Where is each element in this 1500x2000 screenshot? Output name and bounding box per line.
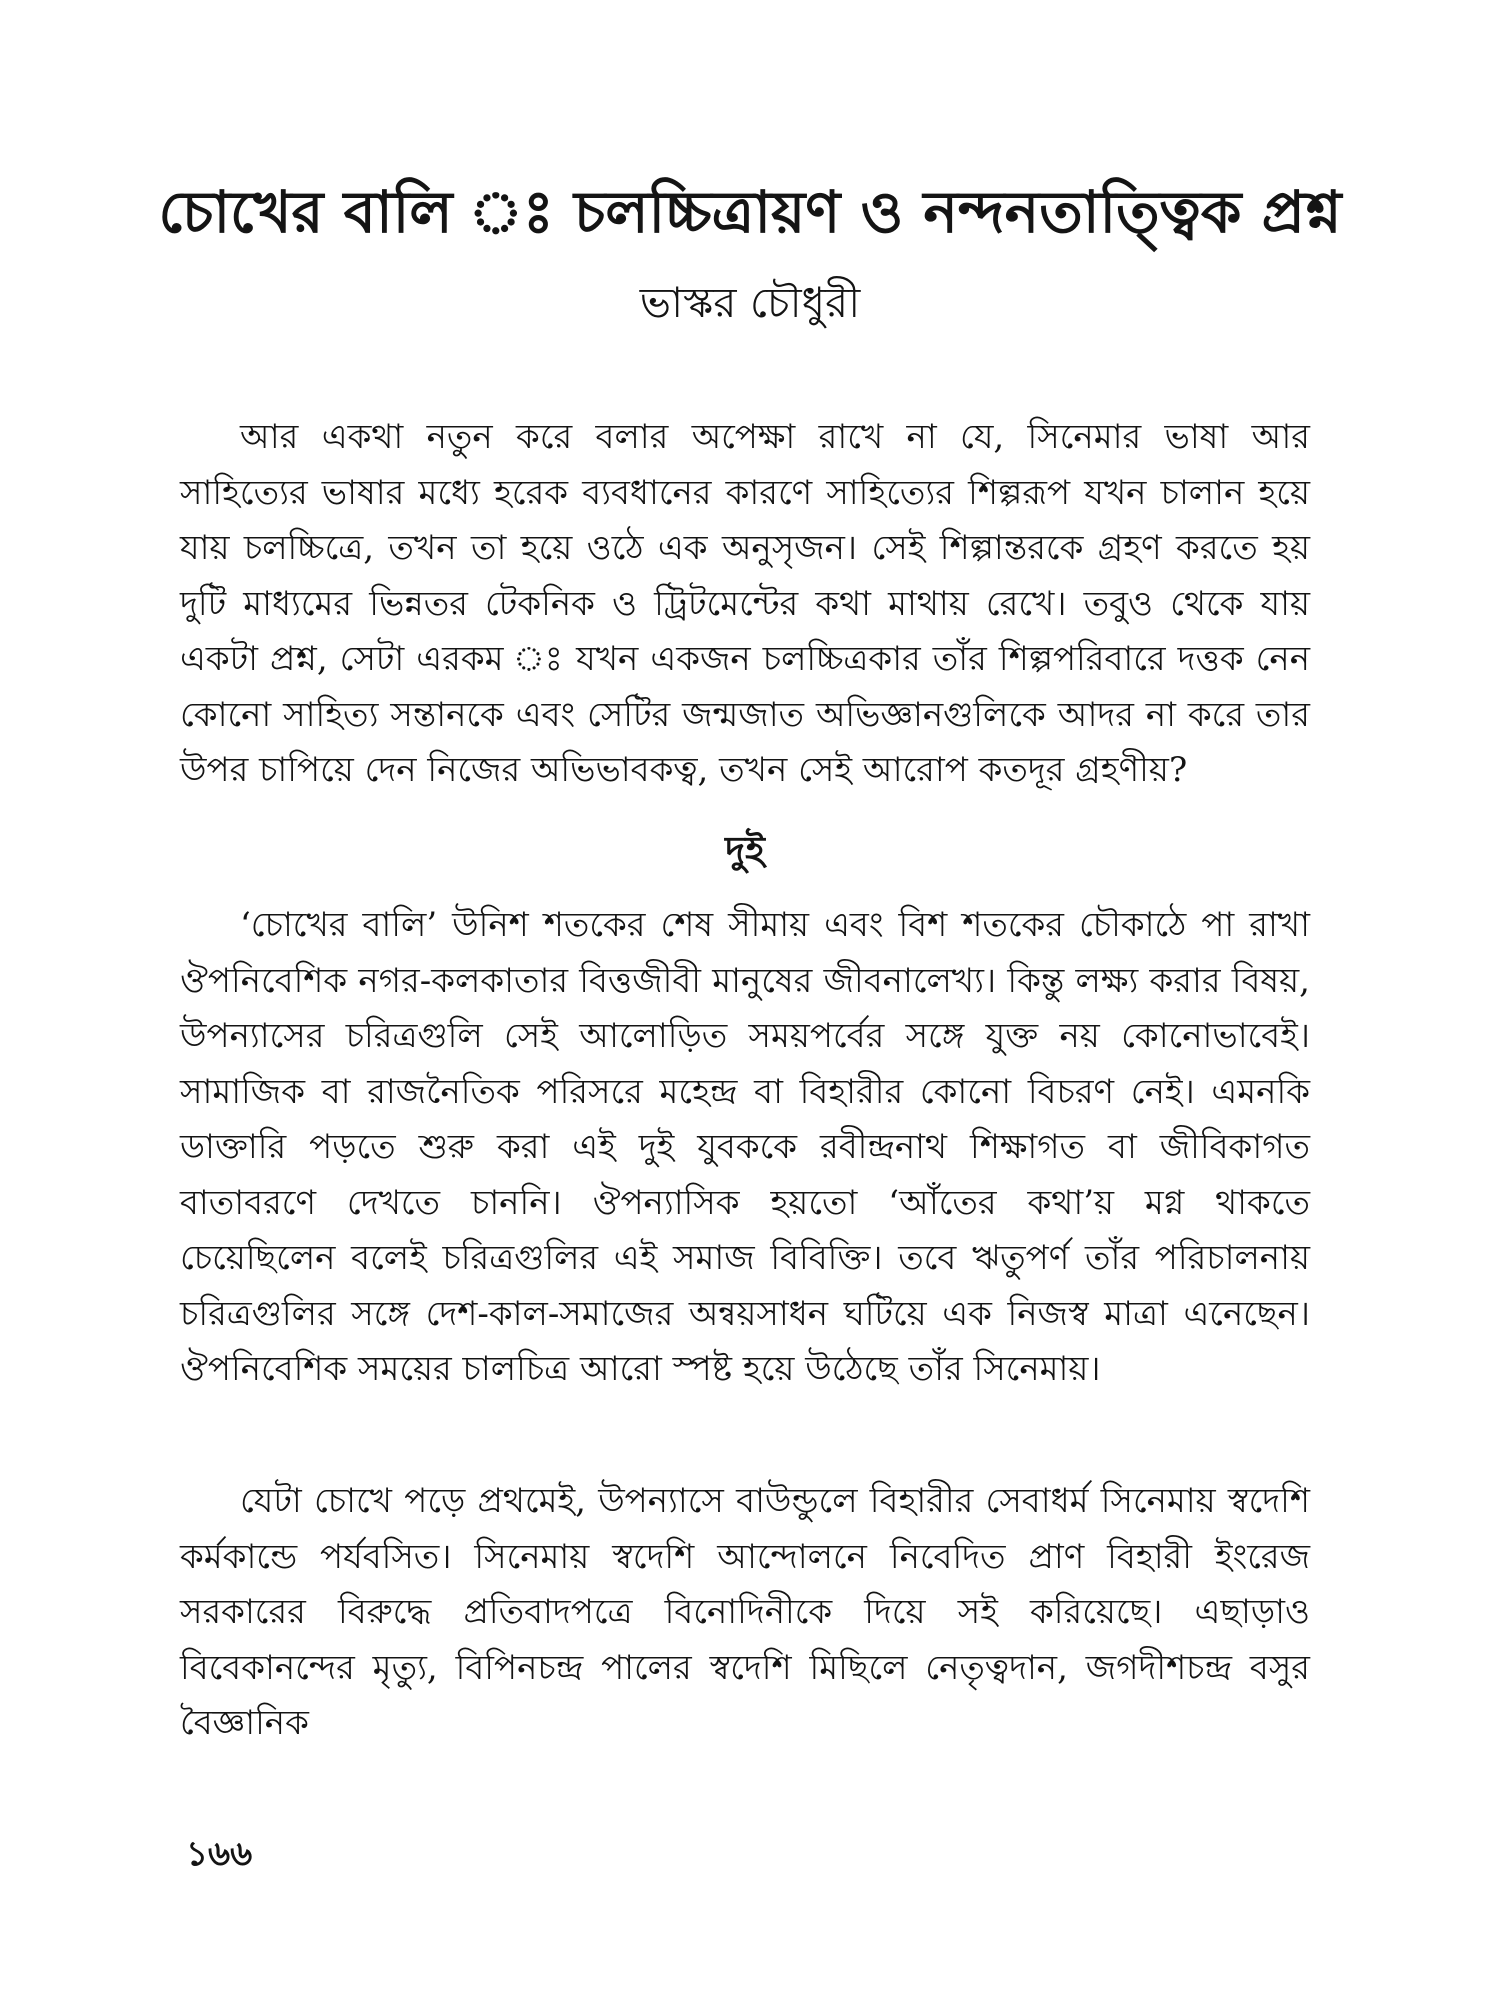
- article-title: চোখের বালি ঃ চলচ্চিত্রায়ণ ও নন্দনতাত্ত্বিক প্রশ্ন: [158, 178, 1342, 246]
- section-heading: দুই: [725, 827, 765, 872]
- paragraph-section-two: ‘চোখের বালি’ উনিশ শতকের শেষ সীমায় এবং বিশ শতকের চৌকাঠে পা রাখা ঔপনিবেশিক নগর-কলকাতার বিত্তজীবী মানুষের জীবনালেখ্য। কিন্তু লক্ষ্য করার বিষয়, উপন্যাসের চরিত্রগুলি সেই আলোড়িত সময়পর্বের সঙ্গে যুক্ত নয় কোনোভাবেই। সামাজিক বা রাজনৈতিক পরিসরে মহেন্দ্র বা বিহারীর কোনো বিচরণ নেই। এমনকি ডাক্তারি পড়তে শুরু করা এই দুই যুবককে রবীন্দ্রনাথ শিক্ষাগত বা জীবিকাগত বাতাবরণে দেখতে চাননি। ঔপন্যাসিক হয়তো ‘আঁতের কথা’য় মগ্ন থাকতে চেয়েছিলেন বলেই চরিত্রগুলির এই সমাজ বিবিক্তি। তবে ঋতুপর্ণ তাঁর পরিচালনায় চরিত্রগুলির সঙ্গে দেশ-কাল-সমাজের অন্বয়সাধন ঘটিয়ে এক নিজস্ব মাত্রা এনেছেন। ঔপনিবেশিক সময়ের চালচিত্র আরো স্পষ্ট হয়ে উঠেছে তাঁর সিনেমায়।: [180, 905, 1310, 1389]
- paragraph-section-two-continued: যেটা চোখে পড়ে প্রথমেই, উপন্যাসে বাউন্ডুলে বিহারীর সেবাধর্ম সিনেমায় স্বদেশি কর্মকান্ডে পর্যবসিত। সিনেমায় স্বদেশি আন্দোলনে নিবেদিত প্রাণ বিহারী ইংরেজ সরকারের বিরুদ্ধে প্রতিবাদপত্রে বিনোদিনীকে দিয়ে সই করিয়েছে। এছাড়াও বিবেকানন্দের মৃত্যু, বিপিনচন্দ্র পালের স্বদেশি মিছিলে নেতৃত্বদান, জগদীশচন্দ্র বসুর বৈজ্ঞানিক: [180, 1481, 1310, 1743]
- page-number: ১৬৬: [186, 1834, 253, 1874]
- paragraph-intro: আর একথা নতুন করে বলার অপেক্ষা রাখে না যে, সিনেমার ভাষা আর সাহিত্যের ভাষার মধ্যে হরেক ব্যবধানের কারণে সাহিত্যের শিল্পরূপ যখন চালান হয়ে যায় চলচ্চিত্রে, তখন তা হয়ে ওঠে এক অনুসৃজন। সেই শিল্পান্তরকে গ্রহণ করতে হয় দুটি মাধ্যমের ভিন্নতর টেকনিক ও ট্রিটমেন্টের কথা মাথায় রেখে। তবুও থেকে যায় একটা প্রশ্ন, সেটা এরকম ঃ যখন একজন চলচ্চিত্রকার তাঁর শিল্পপরিবারে দত্তক নেন কোনো সাহিত্য সন্তানকে এবং সেটির জন্মজাত অভিজ্ঞানগুলিকে আদর না করে তার উপর চাপিয়ে দেন নিজের অভিভাবকত্ব, তখন সেই আরোপ কতদূর গ্রহণীয়?: [180, 417, 1310, 790]
- article-author: ভাস্কর চৌধুরী: [639, 278, 861, 327]
